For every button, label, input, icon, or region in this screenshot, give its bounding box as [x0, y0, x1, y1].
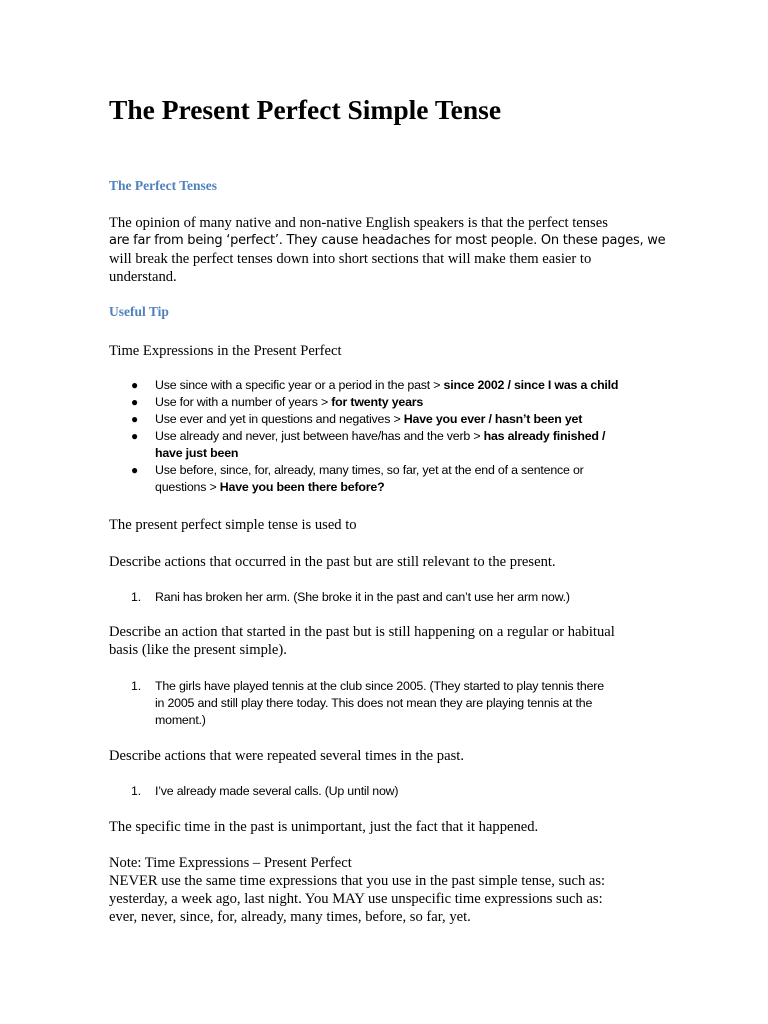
usage-intro: The present perfect simple tense is used to — [109, 517, 357, 533]
note-line: NEVER use the same time expressions that you use in the past simple tense, such as: — [109, 873, 606, 889]
usage-description: Describe actions that occurred in the past but are still relevant to the present. — [109, 554, 556, 570]
usage-example-list — [109, 783, 669, 800]
specific-time-note: The specific time in the past is unimportant, just the fact that it happened. — [109, 819, 539, 835]
note-line: ever, never, since, for, already, many times, before, so far, yet. — [109, 909, 471, 925]
emphasis-text: Have you ever / hasn’t been yet — [403, 412, 583, 426]
note-line: yesterday, a week ago, last night. You MAY use unspecific time expressions such as: — [109, 891, 603, 907]
emphasis-text: since 2002 / since I was a child — [443, 378, 619, 392]
intro-paragraph — [109, 214, 666, 286]
list-item: 1. I’ve already made several calls. (Up until now) — [131, 784, 399, 798]
list-item: ● Use for with a number of years > for twenty years — [131, 395, 424, 409]
list-item: ● Use ever and yet in questions and negatives > Have you ever / hasn’t been yet — [131, 412, 583, 426]
bullet-icon: ● — [131, 463, 139, 477]
list-number: 1. — [131, 784, 141, 798]
emphasis-text: has already finished / — [483, 429, 606, 443]
note-line: Note: Time Expressions – Present Perfect — [109, 855, 352, 871]
bullet-icon: ● — [131, 378, 139, 392]
list-number: 1. — [131, 679, 141, 693]
tip-subtitle: Time Expressions in the Present Perfect — [109, 343, 342, 359]
bullet-icon: ● — [131, 412, 139, 426]
emphasis-text: Have you been there before? — [219, 480, 385, 494]
time-expressions-note — [109, 854, 649, 926]
emphasis-text: have just been — [155, 446, 239, 460]
usage-description: Describe an action that started in the past but is still happening on a regular or habitual basis (like the present simple). — [109, 624, 615, 658]
list-item: ● Use before, since, for, already, many times, so far, yet at the end of a sentence or questions > Have you been there before? — [131, 463, 584, 494]
intro-line: will break the perfect tenses down into short sections that will make them easier to — [109, 251, 592, 267]
list-item: ● Use already and never, just between have/has and the verb > has already finished / have just been — [131, 429, 606, 460]
intro-line: The opinion of many native and non-native English speakers is that the perfect tenses — [109, 215, 608, 231]
usage-example-list — [109, 589, 669, 606]
section-heading-perfect-tenses: The Perfect Tenses — [109, 178, 217, 193]
bullet-icon: ● — [131, 429, 139, 443]
list-item: ● Use since with a specific year or a period in the past > since 2002 / since I was a child — [131, 378, 619, 392]
intro-line: understand. — [109, 269, 177, 285]
page-title: The Present Perfect Simple Tense — [109, 94, 502, 125]
time-expressions-list — [109, 377, 669, 496]
list-item: 1. Rani has broken her arm. (She broke it in the past and can’t use her arm now.) — [131, 590, 570, 604]
usage-example-list — [109, 678, 669, 729]
bullet-icon: ● — [131, 395, 139, 409]
list-number: 1. — [131, 590, 141, 604]
section-heading-useful-tip: Useful Tip — [109, 304, 169, 319]
intro-line: are far from being ‘perfect’. They cause headaches for most people. On these pages, we — [109, 233, 666, 248]
emphasis-text: for twenty years — [331, 395, 424, 409]
list-item: 1. The girls have played tennis at the club since 2005. (They started to play tennis there in 2005 and still play there today. This does not mean they are playing tennis at the moment.) — [131, 679, 604, 727]
usage-description: Describe actions that were repeated several times in the past. — [109, 748, 464, 764]
